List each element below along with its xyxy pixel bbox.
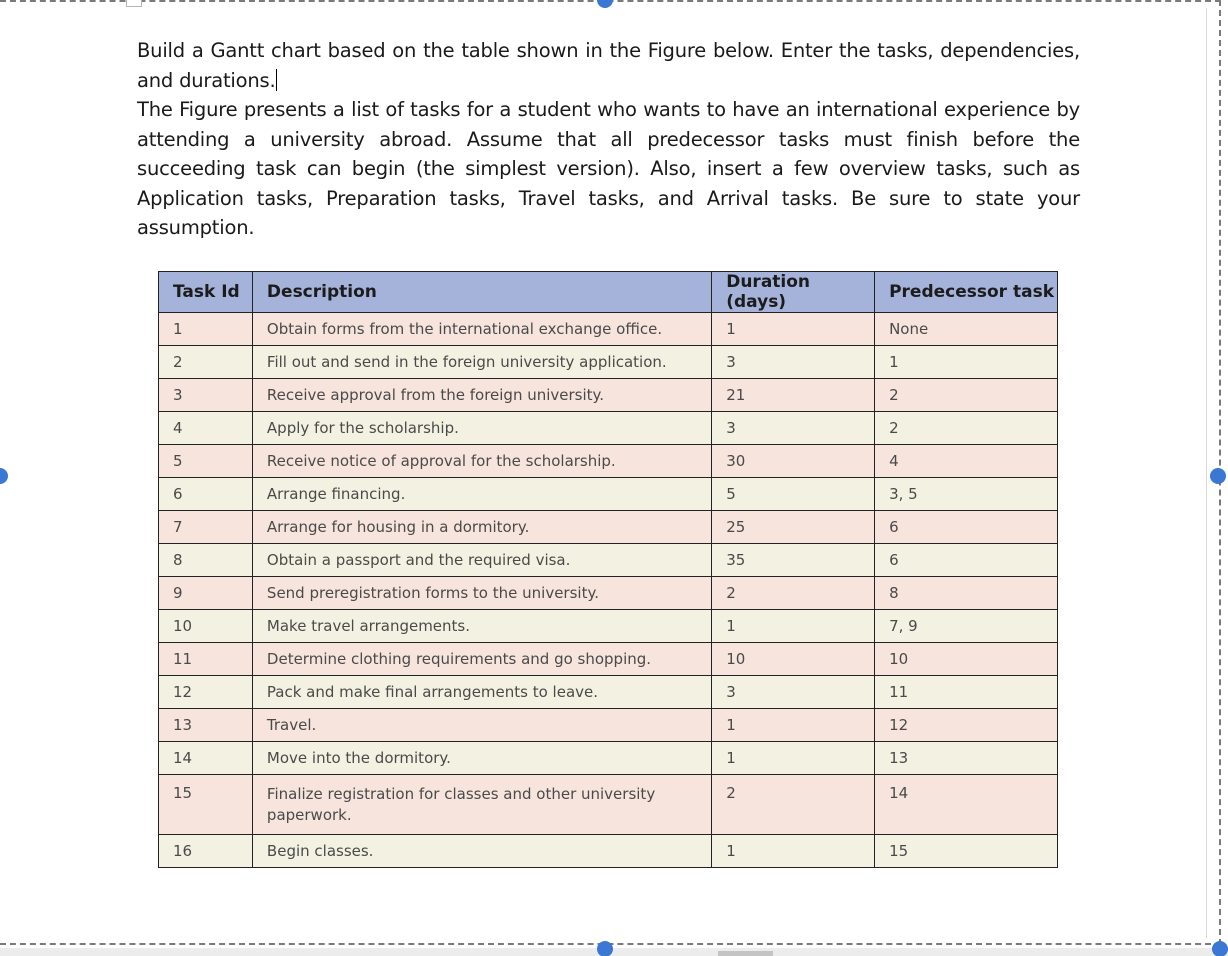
task-predecessor-cell: 6 [875,511,1058,544]
task-id-cell: 5 [159,445,253,478]
task-description-cell: Arrange for housing in a dormitory. [252,511,711,544]
table-row [159,709,1058,742]
task-predecessor-cell: 2 [875,412,1058,445]
task-id-cell: 16 [159,835,253,868]
task-id-cell: 1 [159,313,253,346]
header-duration: Duration (days) [712,272,875,313]
task-id-cell: 2 [159,346,253,379]
task-duration-cell: 35 [712,544,875,577]
task-id-cell: 3 [159,379,253,412]
task-description-cell: Send preregistration forms to the university. [252,577,711,610]
bottom-ruler-strip [0,948,1228,956]
table-row [159,313,1058,346]
table-row [159,445,1058,478]
task-duration-cell: 30 [712,445,875,478]
task-predecessor-cell: 14 [875,775,1058,835]
table-row [159,742,1058,775]
task-id-cell: 4 [159,412,253,445]
resize-handle-bottom[interactable] [597,941,613,956]
task-duration-cell: 1 [712,610,875,643]
task-predecessor-cell: 12 [875,709,1058,742]
task-duration-cell: 10 [712,643,875,676]
task-predecessor-cell: 2 [875,379,1058,412]
table-row [159,346,1058,379]
task-predecessor-cell: 8 [875,577,1058,610]
table-row [159,610,1058,643]
table-row [159,676,1058,709]
task-predecessor-cell: 7, 9 [875,610,1058,643]
task-predecessor-cell: 1 [875,346,1058,379]
task-duration-cell: 3 [712,676,875,709]
task-description-cell: Make travel arrangements. [252,610,711,643]
task-duration-cell: 25 [712,511,875,544]
task-id-cell: 9 [159,577,253,610]
task-predecessor-cell: 3, 5 [875,478,1058,511]
frame-inner-edge [1206,8,1207,938]
task-duration-cell: 21 [712,379,875,412]
text-cursor [276,69,277,91]
table-row [159,511,1058,544]
task-description-cell: Begin classes. [252,835,711,868]
instruction-paragraph[interactable]: Build a Gantt chart based on the table shown in the Figure below. Enter the tasks, dependencies, and durations. [137,39,1080,92]
task-predecessor-cell: 15 [875,835,1058,868]
task-id-cell: 8 [159,544,253,577]
header-description: Description [252,272,711,313]
task-duration-cell: 2 [712,577,875,610]
description-paragraph[interactable]: The Figure presents a list of tasks for a student who wants to have an international experience by attending a university abroad. Assume that all predecessor tasks must finish before the succeeding task can begin (the simplest version). Also, insert a few overview tasks, such as Application tasks, Preparation tasks, Travel tasks, and Arrival tasks. Be sure to state your assumption. [137,98,1080,239]
task-predecessor-cell: None [875,313,1058,346]
task-duration-cell: 1 [712,709,875,742]
task-description-cell: Receive notice of approval for the scholarship. [252,445,711,478]
task-table [158,271,1058,868]
task-predecessor-cell: 11 [875,676,1058,709]
task-description-cell: Determine clothing requirements and go shopping. [252,643,711,676]
task-id-cell: 12 [159,676,253,709]
table-row [159,643,1058,676]
task-description-cell: Pack and make final arrangements to leave. [252,676,711,709]
table-row [159,544,1058,577]
task-description-cell: Obtain a passport and the required visa. [252,544,711,577]
task-duration-cell: 1 [712,742,875,775]
document-text[interactable] [137,36,1080,243]
header-task-id: Task Id [159,272,253,313]
task-duration-cell: 3 [712,412,875,445]
task-duration-cell: 1 [712,835,875,868]
table-header-row [159,272,1058,313]
task-id-cell: 10 [159,610,253,643]
task-description-cell: Apply for the scholarship. [252,412,711,445]
task-duration-cell: 5 [712,478,875,511]
task-id-cell: 15 [159,775,253,835]
task-duration-cell: 2 [712,775,875,835]
task-description-cell: Receive approval from the foreign university. [252,379,711,412]
table-row [159,775,1058,835]
task-description-cell: Travel. [252,709,711,742]
task-description-cell: Move into the dormitory. [252,742,711,775]
task-id-cell: 7 [159,511,253,544]
header-predecessor: Predecessor task [875,272,1058,313]
table-row [159,577,1058,610]
horizontal-scroll-thumb[interactable] [718,951,773,956]
task-description-cell: Obtain forms from the international exchange office. [252,313,711,346]
task-predecessor-cell: 10 [875,643,1058,676]
table-row [159,412,1058,445]
task-predecessor-cell: 13 [875,742,1058,775]
task-predecessor-cell: 6 [875,544,1058,577]
table-row [159,835,1058,868]
resize-handle-bottom-right[interactable] [1212,941,1228,956]
task-id-cell: 14 [159,742,253,775]
task-predecessor-cell: 4 [875,445,1058,478]
anchor-marker [126,0,142,7]
task-description-cell: Fill out and send in the foreign university application. [252,346,711,379]
task-id-cell: 11 [159,643,253,676]
table-row [159,379,1058,412]
task-duration-cell: 1 [712,313,875,346]
table-row [159,478,1058,511]
task-duration-cell: 3 [712,346,875,379]
resize-handle-right[interactable] [1210,468,1226,484]
task-description-cell: Arrange financing. [252,478,711,511]
task-id-cell: 6 [159,478,253,511]
task-id-cell: 13 [159,709,253,742]
task-description-cell: Finalize registration for classes and other university paperwork. [252,775,711,835]
